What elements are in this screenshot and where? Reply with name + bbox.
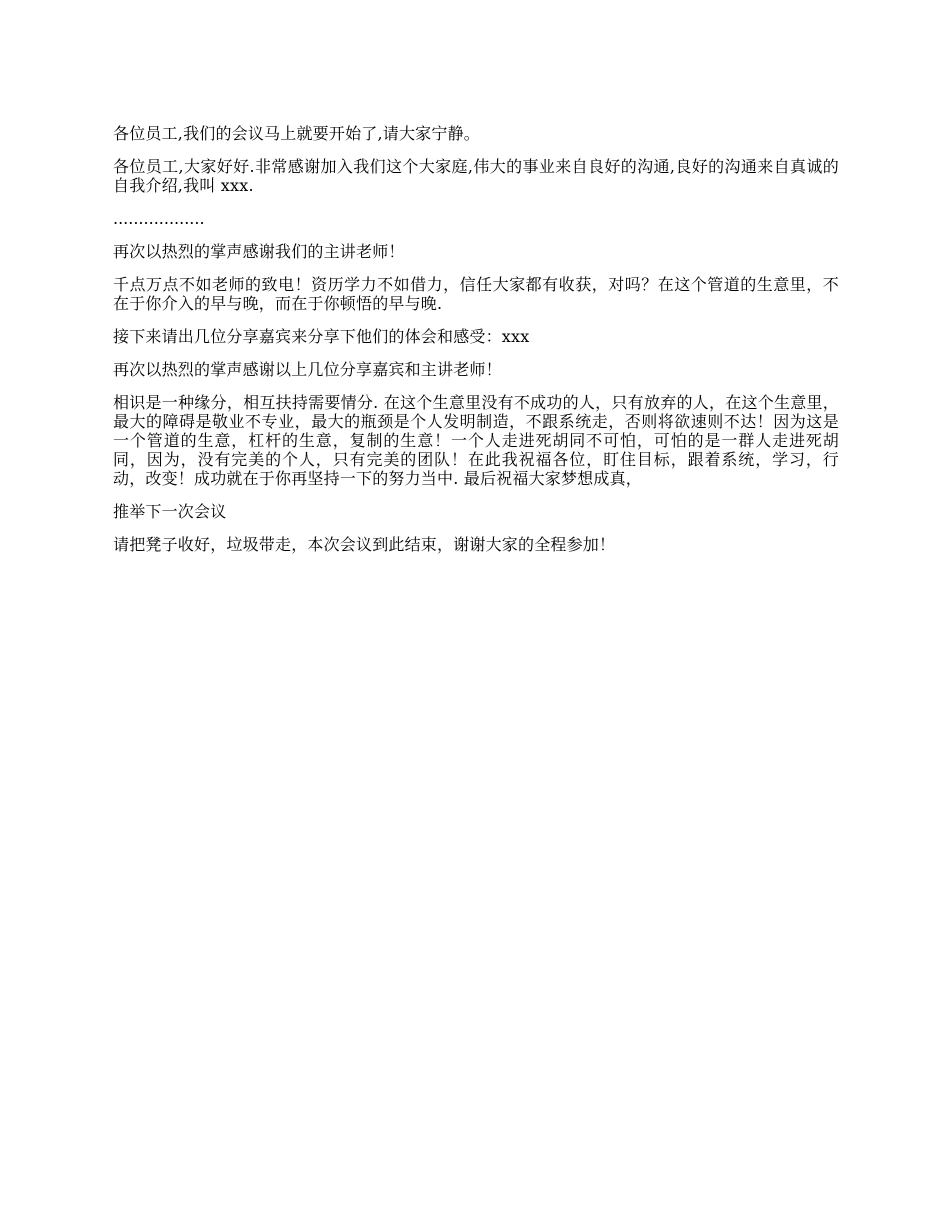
paragraph-opening: 各位员工,我们的会议马上就要开始了,请大家宁静。	[113, 124, 480, 143]
paragraph-insight: 千点万点不如老师的致电！资历学力不如借力，信任大家都有收获，对吗？在这个管道的生意里，不在于你介入的早与晚，而在于你顿悟的早与晚.	[113, 275, 839, 313]
paragraph-guest-intro: 接下来请出几位分享嘉宾来分享下他们的体会和感受：xxx	[113, 327, 530, 346]
paragraph-next-meeting: 推举下一次会议	[113, 502, 227, 521]
document-page	[113, 124, 839, 568]
paragraph-ellipsis: ..................	[113, 209, 205, 228]
paragraph-thanks-teacher: 再次以热烈的掌声感谢我们的主讲老师！	[113, 242, 405, 261]
paragraph-thanks-guests: 再次以热烈的掌声感谢以上几位分享嘉宾和主讲老师！	[113, 360, 502, 379]
paragraph-dismissal: 请把凳子收好，垃圾带走，本次会议到此结束，谢谢大家的全程参加！	[113, 535, 616, 554]
paragraph-closing-speech: 相识是一种缘分，相互扶持需要情分. 在这个生意里没有不成功的人，只有放弃的人，在这个生意里，最大的障碍是敬业不专业，最大的瓶颈是个人发明制造，不跟系统走，否则将欲速则不达！因为这是一个管道的生意，杠杆的生意，复制的生意！一个人走进死胡同不可怕，可怕的是一群人走进死胡同，因为，没有完美的个人，只有完美的团队！在此我祝福各位，盯住目标，跟着系统，学习，行动，改变！成功就在于你再坚持一下的努力当中. 最后祝福大家梦想成真，	[113, 393, 839, 488]
paragraph-welcome: 各位员工,大家好好.非常感谢加入我们这个大家庭,伟大的事业来自良好的沟通,良好的沟通来自真诚的自我介绍,我叫 xxx.	[113, 157, 839, 195]
